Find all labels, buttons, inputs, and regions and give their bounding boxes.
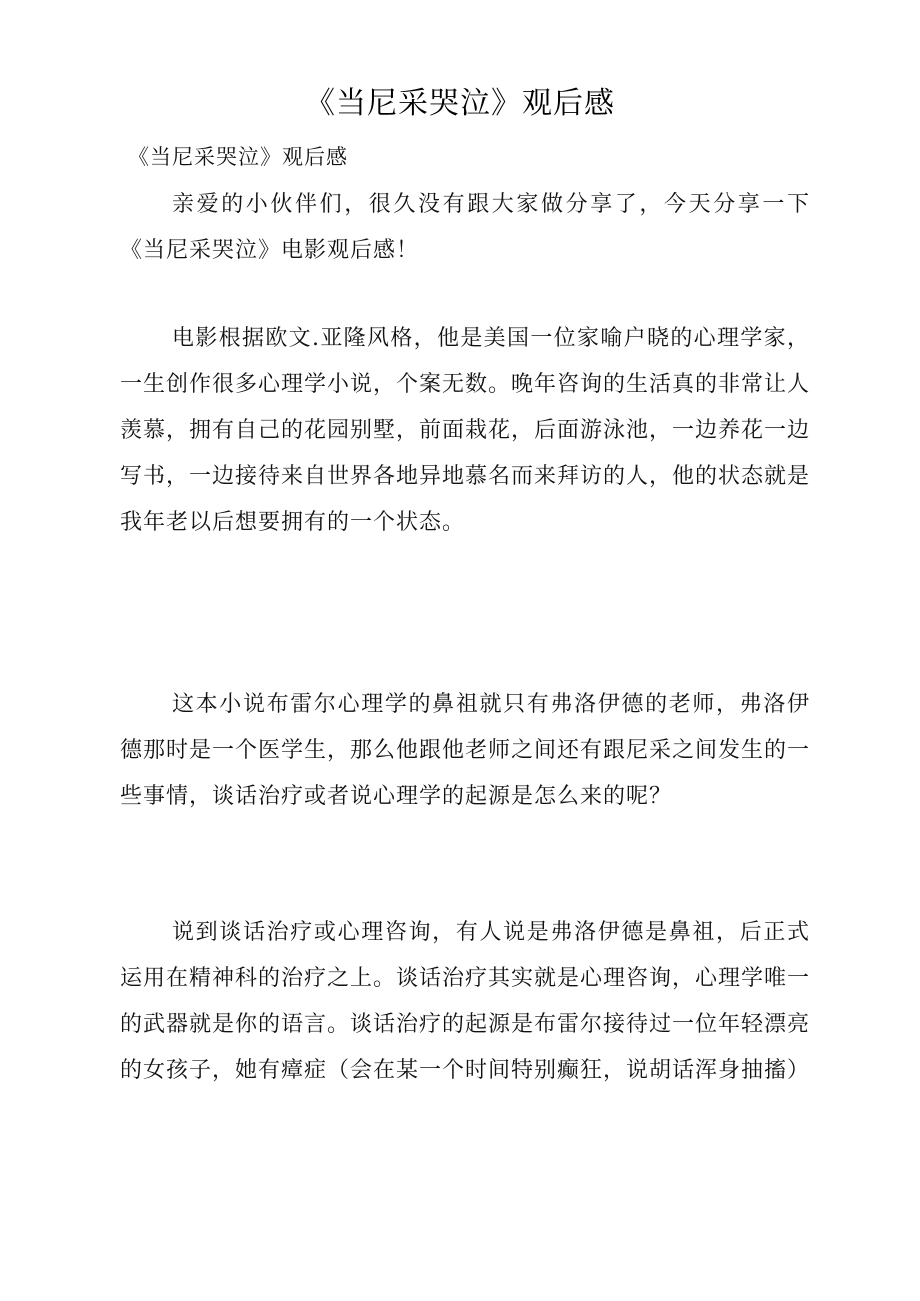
paragraph-author: 电影根据欧文.亚隆风格，他是美国一位家喻户晓的心理学家，一生创作很多心理学小说，个案无数。晚年咨询的生活真的非常让人羡慕，拥有自己的花园别墅，前面栽花，后面游泳池，一边养花一边写书，一边接待来自世界各地异地慕名而来拜访的人，他的状态就是我年老以后想要拥有的一个状态。 <box>120 326 811 535</box>
paragraph-novel: 这本小说布雷尔心理学的鼻祖就只有弗洛伊德的老师，弗洛伊德那时是一个医学生，那么他跟他老师之间还有跟尼采之间发生的一些事情，谈话治疗或者说心理学的起源是怎么来的呢？ <box>120 692 811 809</box>
document-subtitle: 《当尼采哭泣》观后感 <box>128 145 348 169</box>
document-title: 《当尼采哭泣》观后感 <box>305 86 615 121</box>
paragraph-intro: 亲爱的小伙伴们，很久没有跟大家做分享了，今天分享一下《当尼采哭泣》电影观后感！ <box>120 192 810 263</box>
paragraph-talk-therapy: 说到谈话治疗或心理咨询，有人说是弗洛伊德是鼻祖，后正式运用在精神科的治疗之上。谈话治疗其实就是心理咨询，心理学唯一的武器就是你的语言。谈话治疗的起源是布雷尔接待过一位年轻漂亮的女孩子，她有瘴症（会在某一个时间特别癫狂，说胡话浑身抽搐） <box>120 920 811 1083</box>
